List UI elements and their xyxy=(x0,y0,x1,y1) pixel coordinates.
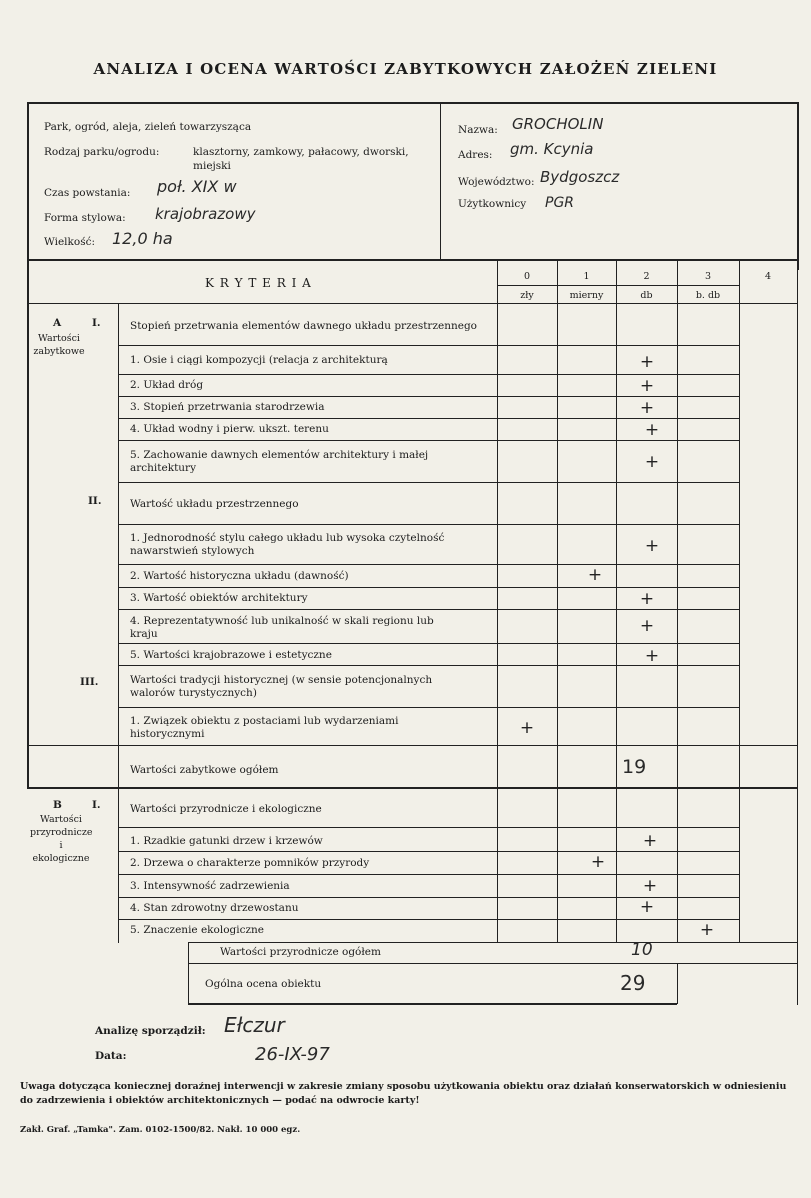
section-a-total-value: 19 xyxy=(622,756,647,778)
a2-row-5-mark: + xyxy=(644,646,660,666)
col-2-num: 2 xyxy=(643,271,650,282)
section-b-group1-title: Wartości przyrodnicze i ekologiczne xyxy=(130,803,322,815)
col-0-num: 0 xyxy=(523,271,531,282)
col-0-label: zły xyxy=(520,290,534,301)
b1-row-3-mark: + xyxy=(642,876,658,896)
b1-row-2-mark: + xyxy=(590,852,606,872)
section-a-letter: A xyxy=(53,317,62,329)
a2-row-4-text: 4. Reprezentatywność lub unikalność w skali regionu lub kraju xyxy=(130,615,434,640)
col-3-label: b. db xyxy=(695,290,721,301)
a2-row-1-mark: + xyxy=(644,536,660,556)
a1-row-3-mark: + xyxy=(639,398,655,418)
b1-row-4-text: 4. Stan zdrowotny drzewostanu xyxy=(130,902,299,914)
adres-value: gm. Kcynia xyxy=(510,140,594,158)
date-label: Data: xyxy=(95,1050,127,1062)
overall-label: Ogólna ocena obiektu xyxy=(205,978,322,990)
forma-label: Forma stylowa: xyxy=(44,212,126,224)
kryteria-label: K R Y T E R I A xyxy=(205,276,312,290)
analysis-label: Analizę sporządził: xyxy=(95,1025,206,1037)
page-title: ANALIZA I OCENA WARTOŚCI ZABYTKOWYCH ZAŁOŻEŃ ZIELENI xyxy=(93,60,718,78)
section-a-label: Wartości zabytkowe xyxy=(33,333,85,357)
czas-label: Czas powstania: xyxy=(44,187,131,199)
park-kind-options: klasztorny, zamkowy, pałacowy, dworski, xyxy=(193,146,409,158)
b1-row-1-mark: + xyxy=(642,831,658,851)
section-b-group1-num: I. xyxy=(92,799,101,811)
section-a-group3-num: III. xyxy=(80,676,99,688)
col-3-num: 3 xyxy=(704,271,712,282)
a2-row-4-mark: + xyxy=(639,616,655,636)
park-kind-options-2: miejski xyxy=(193,160,231,172)
col-1-num: 1 xyxy=(583,271,590,282)
nazwa-label: Nazwa: xyxy=(458,124,498,136)
wielkosc-value: 12,0 ha xyxy=(112,229,173,248)
date-value: 26-IX-97 xyxy=(255,1044,330,1065)
section-a-group2-num: II. xyxy=(88,495,102,507)
a1-row-2-text: 2. Układ dróg xyxy=(130,379,204,391)
section-b-letter: B xyxy=(53,799,62,811)
a1-row-1-text: 1. Osie i ciągi kompozycji (relacja z architekturą xyxy=(130,354,388,366)
analysis-signature: Ełczur xyxy=(224,1013,285,1037)
section-a-group2-title: Wartość układu przestrzennego xyxy=(130,498,299,510)
a1-row-4-mark: + xyxy=(644,420,660,440)
a1-row-2-mark: + xyxy=(639,376,655,396)
wielkosc-label: Wielkość: xyxy=(44,236,96,248)
uzyt-value: PGR xyxy=(545,195,575,211)
a1-row-5-mark: + xyxy=(644,452,660,472)
b1-row-5-mark: + xyxy=(699,920,715,940)
park-type-label: Park, ogród, aleja, zieleń towarzysząca xyxy=(44,121,252,133)
a1-row-4-text: 4. Układ wodny i pierw. ukszt. terenu xyxy=(130,423,329,435)
b1-row-2-text: 2. Drzewa o charakterze pomników przyrody xyxy=(130,857,370,869)
a2-row-5-text: 5. Wartości krajobrazowe i estetyczne xyxy=(130,649,332,661)
section-a-total-label: Wartości zabytkowe ogółem xyxy=(130,764,279,776)
b1-row-4-mark: + xyxy=(639,897,655,917)
uzyt-label: Użytkownicy xyxy=(458,198,527,210)
woj-value: Bydgoszcz xyxy=(540,168,620,186)
section-b-total-value: 10 xyxy=(631,940,653,960)
col-4-num: 4 xyxy=(764,271,772,282)
czas-value: poł. XIX w xyxy=(157,177,237,196)
a2-row-2-text: 2. Wartość historyczna układu (dawność) xyxy=(130,570,349,582)
col-2-label: db xyxy=(640,290,653,301)
section-b-total-label: Wartości przyrodnicze ogółem xyxy=(220,946,381,958)
nazwa-value: GROCHOLIN xyxy=(512,115,604,133)
footer-note: Uwaga dotycząca koniecznej doraźnej interwencji w zakresie zmiany sposobu użytkowania obiektu oraz działań konserwatorskich w odniesieniu do zadrzewienia i obiektów architektonicznych — podać na odwrocie karty! xyxy=(20,1081,787,1106)
b1-row-1-text: 1. Rzadkie gatunki drzew i krzewów xyxy=(130,835,323,847)
a1-row-1-mark: + xyxy=(639,352,655,372)
a2-row-3-mark: + xyxy=(639,589,655,609)
park-kind-label: Rodzaj parku/ogrodu: xyxy=(44,146,160,158)
adres-label: Adres: xyxy=(458,149,493,161)
forma-value: krajobrazowy xyxy=(155,205,256,223)
col-1-label: mierny xyxy=(569,290,604,301)
section-a-group1-title: Stopień przetrwania elementów dawnego układu przestrzennego xyxy=(130,320,477,332)
section-b-label: Wartości przyrodnicze i ekologiczne xyxy=(30,814,93,864)
a1-row-3-text: 3. Stopień przetrwania starodrzewia xyxy=(130,401,325,413)
a3-row-1-text: 1. Związek obiektu z postaciami lub wydarzeniami historycznymi xyxy=(130,715,399,740)
a1-row-5-text: 5. Zachowanie dawnych elementów architektury i małej architektury xyxy=(130,449,429,474)
woj-label: Województwo: xyxy=(458,176,535,188)
a2-row-1-text: 1. Jednorodność stylu całego układu lub wysoka czytelność nawarstwień stylowych xyxy=(130,532,445,557)
print-info: Zakł. Graf. „Tamka". Zam. 0102-1500/82. Nakł. 10 000 egz. xyxy=(20,1125,301,1135)
b1-row-5-text: 5. Znaczenie ekologiczne xyxy=(130,924,265,936)
a2-row-2-mark: + xyxy=(587,565,603,585)
a2-row-3-text: 3. Wartość obiektów architektury xyxy=(130,592,308,604)
section-a-group3-title: Wartości tradycji historycznej (w sensie potencjonalnych walorów turystycznych) xyxy=(130,674,433,699)
a3-row-1-mark: + xyxy=(519,718,535,738)
section-a-group1-num: I. xyxy=(92,317,101,329)
overall-value: 29 xyxy=(620,971,646,995)
b1-row-3-text: 3. Intensywność zadrzewienia xyxy=(130,880,290,892)
